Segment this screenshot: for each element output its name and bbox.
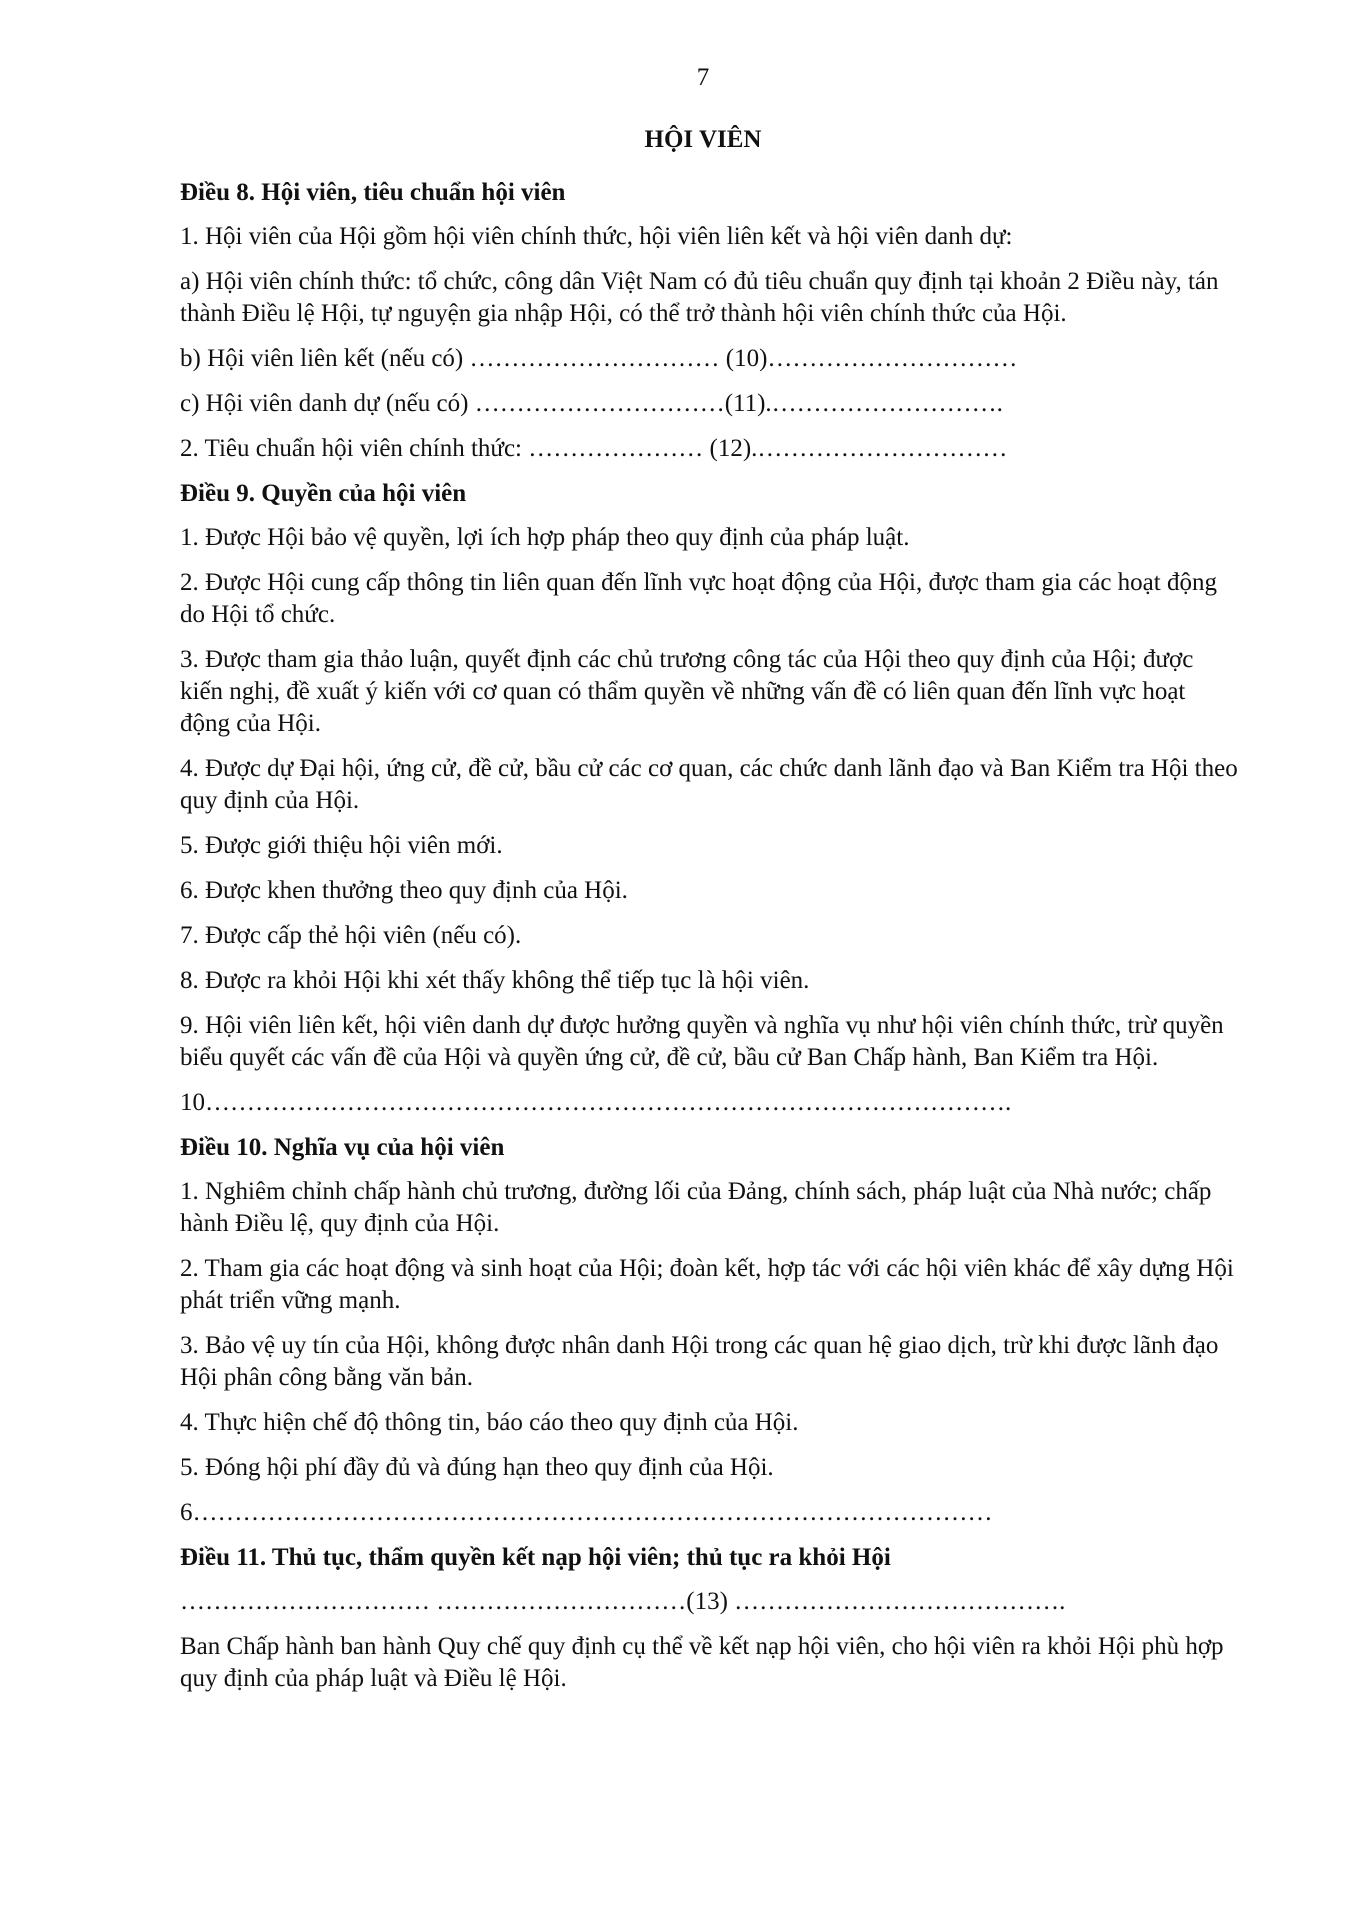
article-11-item: ………………………… …………………………(13) …………………………………. xyxy=(180,1588,1066,1615)
article-9-item: 5. Được giới thiệu hội viên mới. xyxy=(180,832,503,859)
article-9-heading: Điều 9. Quyền của hội viên xyxy=(180,480,467,507)
article-9-item: 6. Được khen thưởng theo quy định của Hội. xyxy=(180,877,628,904)
article-11-item: Ban Chấp hành ban hành Quy chế quy định cụ thể về kết nạp hội viên, cho hội viên ra khỏi Hội phù hợp quy định của pháp luật và Điều lệ Hội. xyxy=(180,1633,1224,1692)
document-body xyxy=(180,177,1240,1708)
article-8-item: a) Hội viên chính thức: tổ chức, công dân Việt Nam có đủ tiêu chuẩn quy định tại khoản 2 Điều này, tán thành Điều lệ Hội, tự nguyện gia nhập Hội, có thể trở thành hội viên chính thức của Hội. xyxy=(180,268,1219,327)
article-8-item: 1. Hội viên của Hội gồm hội viên chính thức, hội viên liên kết và hội viên danh dự: xyxy=(180,223,1013,250)
article-8-heading: Điều 8. Hội viên, tiêu chuẩn hội viên xyxy=(180,179,566,206)
article-9-item: 1. Được Hội bảo vệ quyền, lợi ích hợp pháp theo quy định của pháp luật. xyxy=(180,524,910,551)
article-10-item: 6…………………………………………………………………………………… xyxy=(180,1499,993,1526)
article-10-item: 3. Bảo vệ uy tín của Hội, không được nhân danh Hội trong các quan hệ giao dịch, trừ khi được lãnh đạo Hội phân công bằng văn bản. xyxy=(180,1332,1219,1391)
page-number: 7 xyxy=(696,64,710,91)
article-9-item: 3. Được tham gia thảo luận, quyết định các chủ trương công tác của Hội theo quy định của Hội; được kiến nghị, đề xuất ý kiến với cơ quan có thẩm quyền về những vấn đề có liên quan đến lĩnh vực hoạt động của Hội. xyxy=(180,646,1194,737)
article-9-item: 8. Được ra khỏi Hội khi xét thấy không thể tiếp tục là hội viên. xyxy=(180,967,810,994)
article-10-item: 2. Tham gia các hoạt động và sinh hoạt của Hội; đoàn kết, hợp tác với các hội viên khác để xây dựng Hội phát triển vững mạnh. xyxy=(180,1255,1234,1314)
article-10-item: 5. Đóng hội phí đầy đủ và đúng hạn theo quy định của Hội. xyxy=(180,1454,774,1481)
article-8-item: 2. Tiêu chuẩn hội viên chính thức: ………………… (12).………………………… xyxy=(180,435,1008,462)
article-9-item: 7. Được cấp thẻ hội viên (nếu có). xyxy=(180,922,522,949)
article-10-item: 1. Nghiêm chỉnh chấp hành chủ trương, đường lối của Đảng, chính sách, pháp luật của Nhà nước; chấp hành Điều lệ, quy định của Hội. xyxy=(180,1178,1212,1237)
article-8-item: c) Hội viên danh dự (nếu có) …………………………(11).………………………. xyxy=(180,390,1003,417)
article-9-item: 2. Được Hội cung cấp thông tin liên quan đến lĩnh vực hoạt động của Hội, được tham gia các hoạt động do Hội tổ chức. xyxy=(180,569,1217,628)
article-9-item: 9. Hội viên liên kết, hội viên danh dự được hưởng quyền và nghĩa vụ như hội viên chính thức, trừ quyền biểu quyết các vấn đề của Hội và quyền ứng cử, đề cử, bầu cử Ban Chấp hành, Ban Kiểm tra Hội. xyxy=(180,1012,1224,1071)
article-11-heading: Điều 11. Thủ tục, thẩm quyền kết nạp hội viên; thủ tục ra khỏi Hội xyxy=(180,1544,891,1571)
article-8-item: b) Hội viên liên kết (nếu có) ………………………… (10)………………………… xyxy=(180,345,1018,372)
article-10-heading: Điều 10. Nghĩa vụ của hội viên xyxy=(180,1134,505,1161)
article-9-item: 4. Được dự Đại hội, ứng cử, đề cử, bầu cử các cơ quan, các chức danh lãnh đạo và Ban Kiểm tra Hội theo quy định của Hội. xyxy=(180,755,1238,814)
chapter-title: HỘI VIÊN xyxy=(644,126,762,153)
article-9-item: 10……………………………………………………………………………………. xyxy=(180,1089,1012,1116)
article-10-item: 4. Thực hiện chế độ thông tin, báo cáo theo quy định của Hội. xyxy=(180,1409,799,1436)
